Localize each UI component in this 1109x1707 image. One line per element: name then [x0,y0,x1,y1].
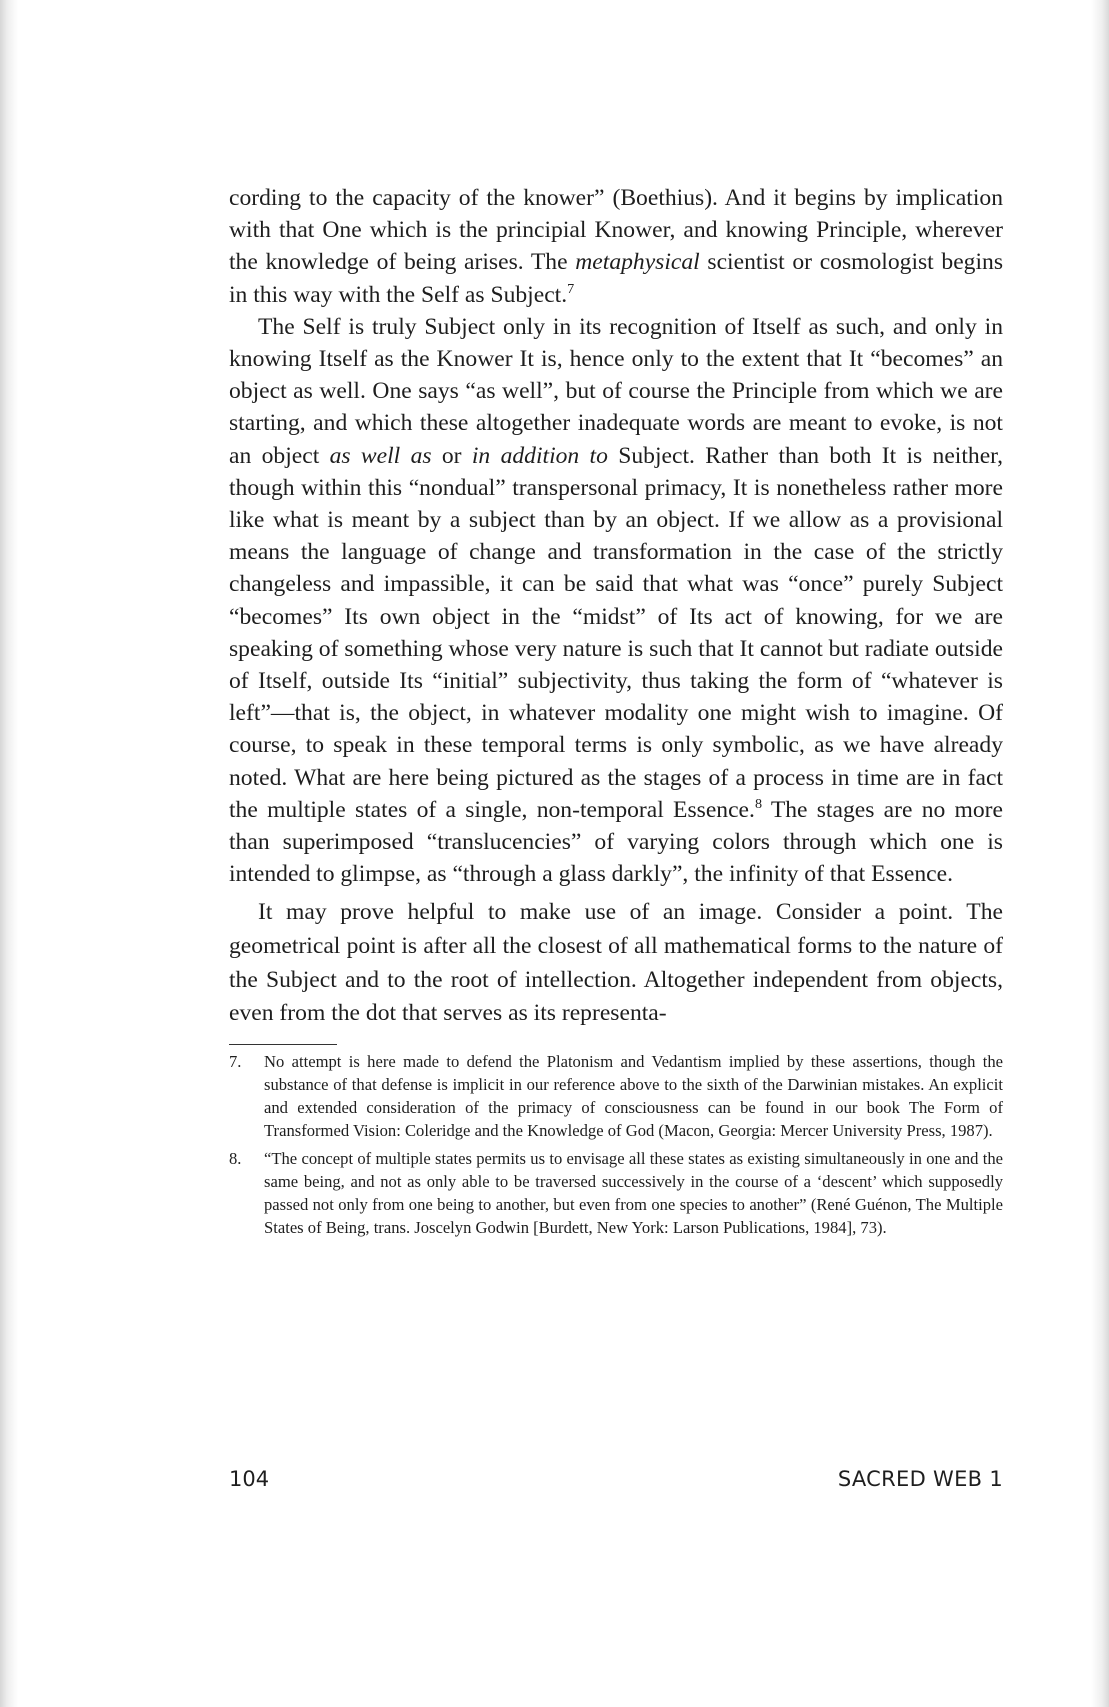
footnote-8 [229,1147,1003,1240]
page-edge-right [1091,0,1109,1707]
emphasis-as-well-as: as well as [329,442,432,469]
footnote-number: 7. [229,1051,242,1071]
page-edge-left [0,0,18,1707]
footnote-ref-8: 8 [754,796,763,812]
running-footer-title: SACRED WEB 1 [837,1467,1003,1491]
paragraph-1: cording to the capacity of the knower” (Boethius). And it begins by implication with that One which is the principial Knower, and knowing Principle, wherever the knowledge of being arises. The metaphysical scientist or cosmologist begins in this way with the Self as Subject.$^7$ [229,185,1003,308]
footnote-number: 8. [229,1148,242,1168]
footnote-text: No attempt is here made to defend the Platonism and Vedantism implied by these assertions, though the substance of that defense is implicit in our reference above to the sixth of the Darwinian mistakes. An explicit and extended consideration of the primacy of consciousness can be found in our book The Form of Transformed Vision: Coleridge and the Knowledge of God (Macon, Georgia: Mercer University Press, 1987). [264,1051,1003,1141]
footnote-text: “The concept of multiple states permits us to envisage all these states as existing simultaneously in one and the same being, and not as only able to be traversed successively in the course of a ‘descent’ which supposedly passed not only from one being to another, but even from one species to another” (René Guénon, The Multiple States of Being, trans. Joscelyn Godwin [Burdett, New York: Larson Publications, 1984], 73). [264,1148,1003,1238]
footnote-ref-7: 7 [567,280,575,297]
page-number: 104 [229,1467,270,1491]
emphasis-in-addition-to: in addition to [471,442,608,469]
main-text [229,182,1003,1243]
paragraph-3: It may prove helpful to make use of an image. Consider a point. The geometrical point is after all the closest of all mathematical forms to the nature of the Subject and to the root of intellection. Altogether independent from objects, even from the dot that serves as its representa- [229,899,1003,1027]
paragraph-2: The Self is truly Subject only in its recognition of Itself as such, and only in knowing Itself as the Knower It is, hence only to the extent that It “becomes” an object as well. One says “as well”, but of course the Principle from which we are starting, and which these altogether inadequate words are meant to evoke, is not an object as well as or in addition to Subject. Rather than both It is neither, though within this “nondual” transpersonal primacy, It is nonetheless rather more like what is meant by a subject than by an object. If we allow as a provisional means the language of change and transformation in the case of the strictly changeless and impassible, it can be said that what was “once” purely Subject “becomes” Its own object in the “midst” of Its act of knowing, for we are speaking of something whose very nature is such that It cannot but radiate outside of Itself, outside Its “initial” subjectivity, thus taking the form of “whatever is left”—that is, the object, in whatever modality one might wish to imagine. Of course, to speak in these temporal terms is only symbolic, as we have already noted. What are here being pictured as the stages of a process in time are in fact the multiple states of a single, non-temporal Essence.$^8$ The stages are no more than superimposed “translucencies” of varying colors through which one is intended to glimpse, as “through a glass darkly”, the infinity of that Essence. [229,313,1004,888]
footnote-divider [229,1044,337,1045]
footnote-7 [229,1050,1003,1143]
emphasis-metaphysical: metaphysical [575,249,700,276]
